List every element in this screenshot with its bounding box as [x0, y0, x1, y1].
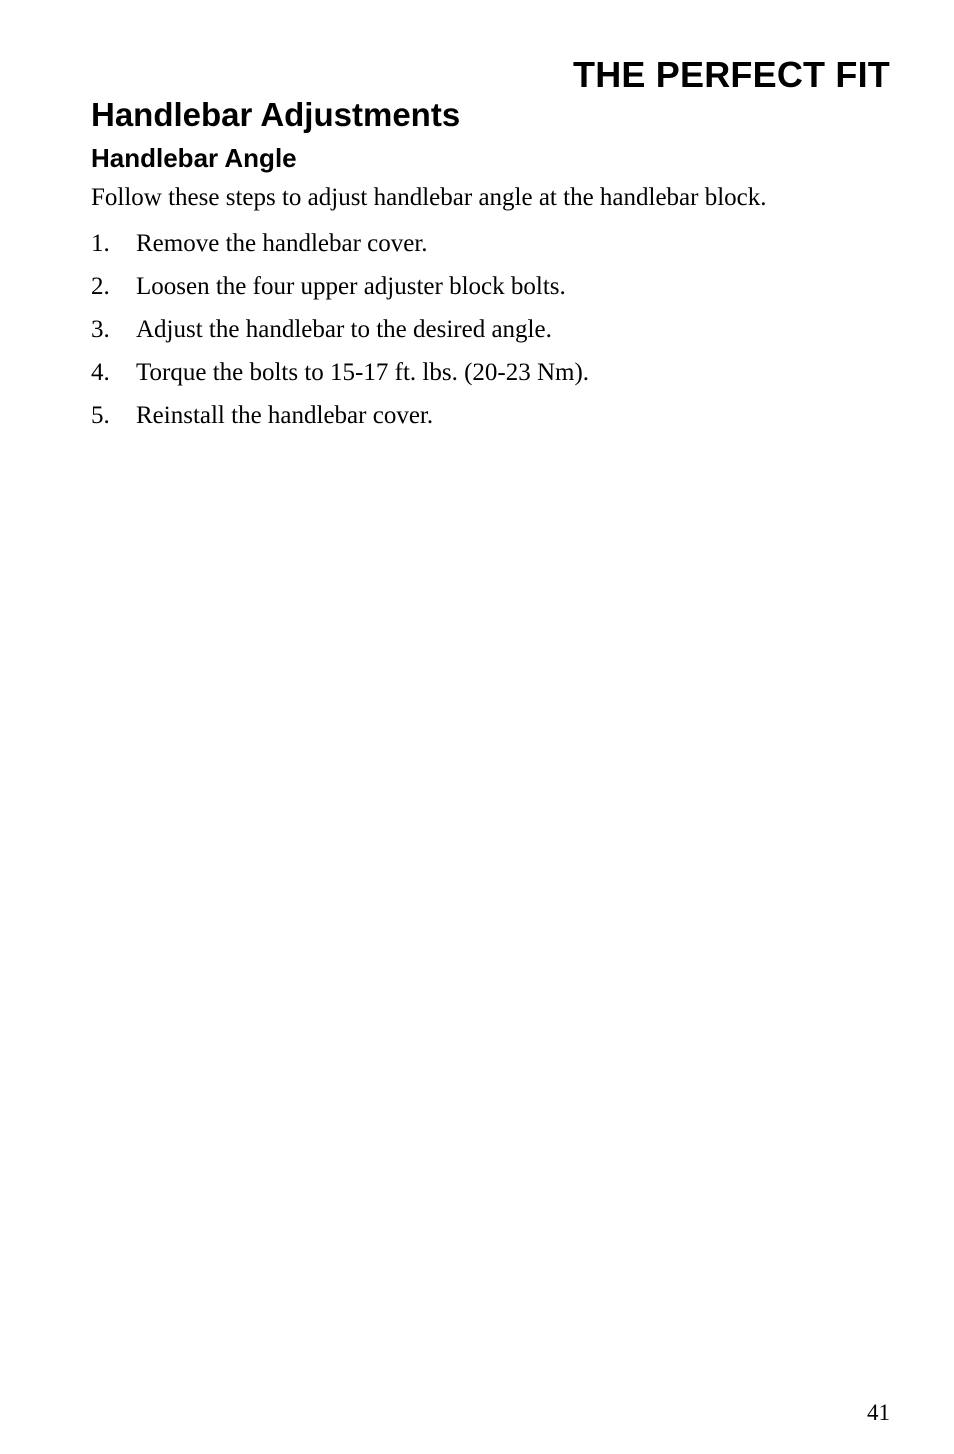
step-text: Loosen the four upper adjuster block bolts. [136, 273, 566, 300]
page-title: Handlebar Adjustments [91, 96, 461, 133]
section-header: THE PERFECT FIT [573, 54, 890, 95]
steps-list [91, 228, 891, 432]
step-text: Remove the handlebar cover. [136, 230, 428, 257]
step-text: Torque the bolts to 15-17 ft. lbs. (20-23 Nm). [136, 359, 590, 386]
step-number: 2. [91, 273, 110, 300]
list-item [91, 400, 891, 432]
step-number: 5. [91, 402, 110, 429]
list-item [91, 357, 891, 389]
subsection-title: Handlebar Angle [91, 143, 297, 173]
list-item [91, 314, 891, 346]
intro-paragraph: Follow these steps to adjust handlebar angle at the handlebar block. [91, 184, 767, 211]
list-item [91, 228, 891, 260]
step-number: 3. [91, 316, 110, 343]
page-number: 41 [867, 1400, 890, 1425]
page-content [91, 94, 891, 443]
step-text: Reinstall the handlebar cover. [136, 402, 434, 429]
step-text: Adjust the handlebar to the desired angle. [136, 316, 552, 343]
step-number: 4. [91, 359, 110, 386]
list-item [91, 271, 891, 303]
step-number: 1. [91, 230, 110, 257]
